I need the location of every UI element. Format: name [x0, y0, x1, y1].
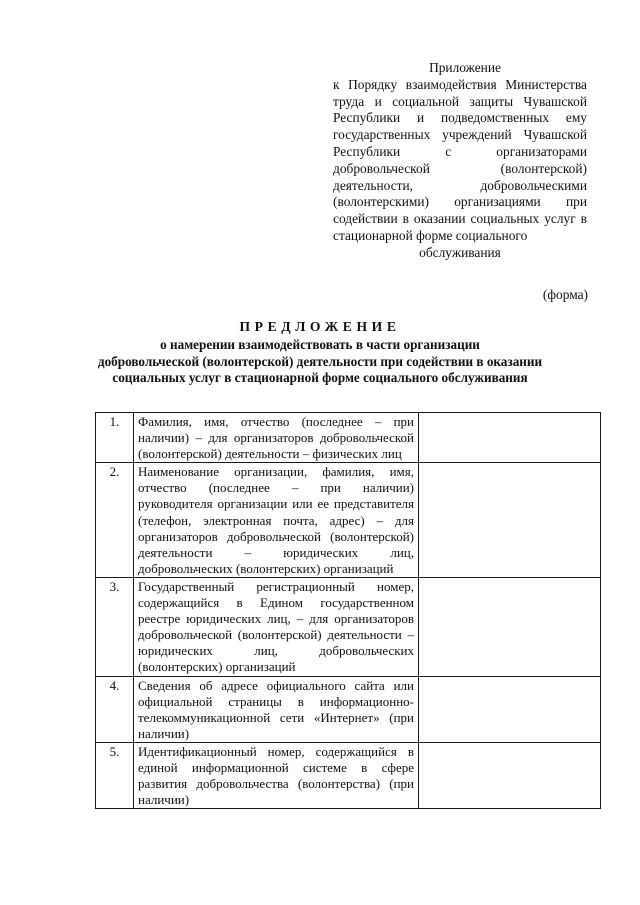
- row-description: Наименование организации, фамилия, имя, отчество (последнее – при наличии) руководителя организации или ее представителя (телефон, электронная почта, адрес) – для организаторов добровольческой (волонтерской) деятельности – юридических лиц, добровольческих (волонтерских) организаций: [134, 463, 419, 578]
- proposal-table: [95, 412, 601, 809]
- appendix-heading: Приложение: [429, 60, 501, 75]
- appendix-note: [333, 60, 587, 262]
- subtitle-line: добровольческой (волонтерской) деятельности при содействии в оказании: [97, 353, 543, 369]
- form-label: (форма): [542, 287, 588, 302]
- row-value-cell[interactable]: [419, 742, 601, 808]
- row-number: 2.: [96, 463, 134, 578]
- row-value-cell[interactable]: [419, 676, 601, 742]
- subtitle-line: социальных услуг в стационарной форме социального обслуживания: [112, 370, 528, 386]
- row-value-cell[interactable]: [419, 413, 601, 463]
- table-row: [96, 463, 601, 578]
- row-number: 4.: [96, 676, 134, 742]
- row-description: Фамилия, имя, отчество (последнее – при наличии) – для организаторов добровольческой (волонтерской) деятельности – физических лиц: [134, 413, 419, 463]
- row-number: 5.: [96, 742, 134, 808]
- appendix-body: к Порядку взаимодействия Министерства труда и социальной защиты Чувашской Республики и подведомственных ему государственных учреждений Чувашской Республики с организаторами добровольческой (волонтерской) деятельности, добровольческими (волонтерскими) организациями при содействии в оказании социальных услуг в стационарной форме социального: [333, 76, 587, 243]
- document-subtitle: [60, 337, 580, 387]
- appendix-tail: обслуживания: [419, 244, 501, 260]
- table-row: [96, 577, 601, 676]
- row-description: Сведения об адресе официального сайта или официальной страницы в информационно-телекоммуникационной сети «Интернет» (при наличии): [134, 676, 419, 742]
- document-title: ПРЕДЛОЖЕНИЕ: [239, 319, 401, 334]
- row-number: 3.: [96, 577, 134, 676]
- table-row: [96, 742, 601, 808]
- table-row: [96, 413, 601, 463]
- row-value-cell[interactable]: [419, 577, 601, 676]
- subtitle-line: о намерении взаимодействовать в части организации: [160, 337, 480, 352]
- row-number: 1.: [96, 413, 134, 463]
- row-value-cell[interactable]: [419, 463, 601, 578]
- row-description: Государственный регистрационный номер, содержащийся в Едином государственном реестре юридических лиц, – для организаторов добровольческой (волонтерской) деятельности – юридических лиц, добровольческих (волонтерских) организаций: [134, 577, 419, 676]
- table-row: [96, 676, 601, 742]
- row-description: Идентификационный номер, содержащийся в единой информационной системе в сфере развития добровольчества (волонтерства) (при наличии): [134, 742, 419, 808]
